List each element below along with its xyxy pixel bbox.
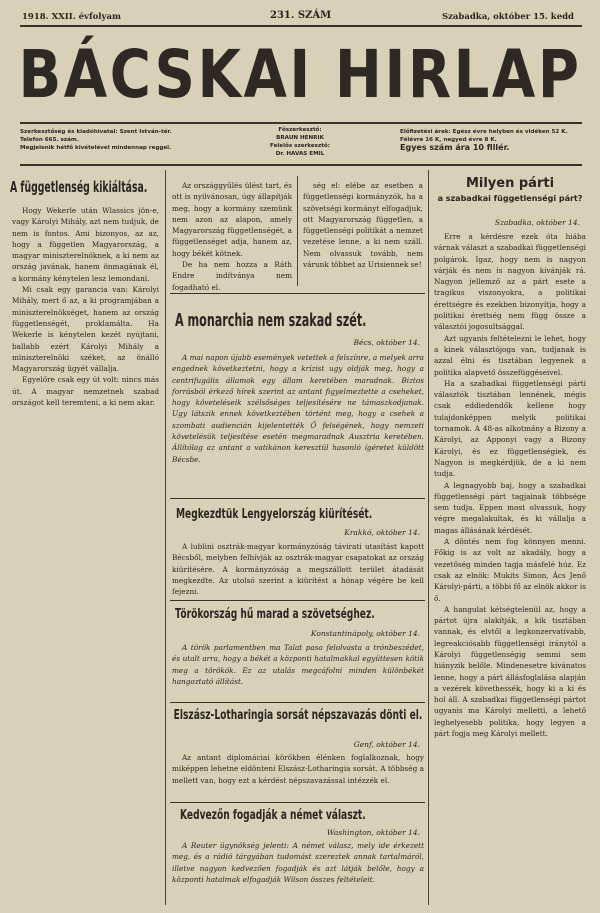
art3-text <box>172 642 424 698</box>
col4-heading-sub: a szabadkai függetlenségi párt? <box>437 194 583 203</box>
col2-intro <box>172 180 292 292</box>
col1-text <box>12 205 159 905</box>
masthead-rule <box>20 122 582 124</box>
col1-heading: A függetlenség kikiáltása. <box>10 178 148 196</box>
col4-paragraph: Azt ugyanis feltételezni le lehet, hogy a kinek választójoga van, tudjanak is azzal élni és tisztában legyenek a politika alapvető összefüggéseivel. <box>434 333 586 377</box>
info-left <box>20 128 192 152</box>
info-subscription: Előfizetési árak: Egész évre helyben és vidéken 52 K. <box>400 129 568 135</box>
info-editor-name: Dr. HAVAS EMIL <box>275 151 325 157</box>
col2-intro-paragraph: Az országgyűlés ülést tart, és ott is nyilvánosan, úgy állapítják meg, hogy a kormány szemünk nem azon az alapon, amely Magyarország függetlenségét, a függetlenséget adja, hanem az, hogy békét kötnek. <box>172 181 292 258</box>
info-rule <box>20 164 582 166</box>
lead-dateline: Bécs, október 14. <box>353 338 420 347</box>
col4-paragraph: Ha a szabadkai függetlenségi párti választók tisztában lennének, mégis csak eddiedendők kellene hogy tulajdonképpen melyik politikai tornamok. A 48-as alkotmány a Bizony a Károlyi, az Apponyi vagy a Bizony Károlyi, és ez függetlenségiek, és Nagyon is megkérdjük, de a ki nem tudja. <box>434 378 586 479</box>
col4-paragraph: Erre a kérdésre ezek óta hiába várnak választ a szabadkai függetlenségi polgárok. Igaz, hogy nem is nagyon várják és nem is nagyon kívánják rá. Nagyon jellemző az a párt esete a tragikus viszonyokra, a politikai érettségre és ezekben bizonyítja, hogy a politikai érettség nem függ össze a választói jogosultsággal. <box>434 232 586 332</box>
art3-rule <box>170 600 425 601</box>
art3-heading: Törökország hű marad a szövetséghez. <box>175 607 375 622</box>
lead-text <box>172 352 424 490</box>
info-editor-label: Felelős szerkesztő: <box>270 143 330 149</box>
art4-rule <box>170 702 425 703</box>
col1-paragraph: Mi csak egy garancia van: Károlyi Mihály, mert ő az, a ki programjában a miniszterelnökséget, hanem az ország függetlenségét, proklamálta. Ha Wekerle is kénytelen kezét nyújtani, ballabb ezért Károlyi Mihály a miniszterelnöki széket, az önálló Magyarország ügyét vállalja. <box>12 285 159 374</box>
lead-heading: A monarchia nem szakad szét. <box>175 310 367 331</box>
info-chief-name: BRAUN HENRIK <box>276 135 324 141</box>
art3-dateline: Konstantinápoly, október 14. <box>310 629 420 638</box>
col2-intro-paragraph: De ha nem hozza a Ráth Endre indítványa nem fogadható el. <box>172 260 292 292</box>
col3-intro-paragraph: ség el: elébe az esetben a függetlenségi kormányzók, ha a szövetségi kormányt elfogadjuk, ott Magyarország független, a függetlenségi politikát a nemzet vezetése lenne, a ki nem száll. Nem olvassuk tovább, nem várunk többet az Urisiennek se! <box>303 181 423 270</box>
art5-paragraph: A Reuter ügynökség jelenti: A német válasz, mely ide érkezett meg, és a rádió tárgyában tudomást szereztek annak tartalmáról, illetve nagyon kedvezően fogadják és azt látják belőle, hogy a központi hatalmak elfogadják Wilson összes feltételeit. <box>172 841 424 884</box>
dateline: Szabadka, október 15. kedd <box>441 12 574 22</box>
art4-text <box>172 752 424 798</box>
top-rule <box>20 25 582 27</box>
col4-paragraph: A hangulat kétségtelenül az, hogy a pártot újra alakítják, a kik tisztában vannak, és elvtől a legkonzervatívabb, legreakciósabb függetlenségi iránytól a Károlyi függetlenségig semmi sem hiányzik belőle. Mindenesetre kívánatos lenne, hogy a párt állásfoglalása alapján a vezérek követhessék, hogy ki a ki és hol áll. A szabadkai függetlenségi pártot ugyanis ma Károlyi melletti, a lehető leghelyesebb politika, hogy legyen a párt fogja meg Károlyi mellett. <box>434 604 586 739</box>
info-right <box>400 128 582 152</box>
info-address: Szerkesztőség és kiadóhivatal: Szent István-tér. <box>20 129 172 135</box>
art3-paragraph: A török parlamentben ma Talat pasa felolvasta a trónbeszédet, és utalt arra, hogy a békét a központi hatalmakkal együttesen kötik meg a törökök. Ez az utalás megcáfolni minden különbékét hangoztató állítást. <box>172 643 424 686</box>
volume-label: 1918. XXII. évfolyam <box>22 12 121 22</box>
art2-heading: Megkezdtük Lengyelország kiürítését. <box>176 507 373 522</box>
art4-heading: Elszász-Lotharingia sorsát népszavazás dönti el. <box>173 708 423 723</box>
info-schedule: Megjelenik hétfő kivételével mindennap reggel. <box>20 145 172 151</box>
art4-paragraph: Az antant diplomáciai körökben élénken foglalkoznak, hogy miképpen lehetne eldönteni Elszász-Lotharingia sorsát. A többség a mellett van, hogy ezt a kérdést népszavazással intézzék el. <box>172 753 424 785</box>
col4-paragraph: A legnagyobb baj, hogy a szabadkai függetlenségi párt tagjainak többsége sem tudja. Eppen most olvassuk, hogy végre megalakultak, és ki vállalja a magas állásának kérdését. <box>434 480 586 535</box>
art2-text <box>172 541 424 596</box>
masthead-title: BÁCSKAI HIRLAP <box>18 35 582 113</box>
art5-heading: Kedvezőn fogadják a német választ. <box>180 808 366 823</box>
info-halfyear: Félévre 16 K, negyed évre 8 K. <box>400 137 497 143</box>
lead-paragraph: A mai napon újabb események vetettek a felszínre, a melyek arra engednek következtetni, hogy a krízist ugy oldják meg, hogy a centrifugális államok egy állam keretében maradnak. Biztos forrásból érkező hírek szerint az antant figyelmeztette a cseheket, hogy követeléseik szélsőséges teljesítésére ne támaszkodjanak. Ugy látszik ennek következtében történt meg, hogy a csehek a szombati audiencián kijelentették Ő felségének, hogy nemzeti követelésük teljesítése esetén megmaradnak Ausztria keretében. Állítólag az antant a vatikánon keresztül hasonló ígéretet küldött Bécsbe. <box>172 353 424 464</box>
art5-rule <box>170 802 425 803</box>
col4-dateline: Szabadka, október 14. <box>494 218 580 227</box>
art5-dateline: Washington, október 14. <box>326 828 420 837</box>
lead-rule <box>170 293 425 294</box>
issue-number: 231. SZÁM <box>270 10 332 21</box>
info-price: Egyes szám ára 10 fillér. <box>400 143 510 152</box>
col1-paragraph: Egyelőre csak egy út volt: nincs más út. A magyar nemzetnek szabad országot kell teremteni, a ki nem akar. <box>12 375 159 408</box>
col4-text <box>434 231 586 905</box>
column-rule-mid <box>297 176 298 286</box>
info-center <box>225 126 375 158</box>
art2-dateline: Krakkó, október 14. <box>344 528 420 537</box>
column-rule-1 <box>165 170 166 905</box>
col4-heading-main: Milyen párti <box>465 176 555 191</box>
column-rule-2 <box>428 170 429 905</box>
art2-paragraph: A lublini osztrák-magyar kormányzóság távirati utasítást kapott Bécsből, melyben felhívják az osztrák-magyar csapatokat az ország kiürítésére. A kormányzóság a megszállott terület átadását megkezdte. Az utolsó szerint a kiürítést a hónap végére be kell fejezni. <box>172 542 424 597</box>
art2-rule <box>170 498 425 499</box>
col3-intro <box>303 180 423 285</box>
art4-dateline: Genf, október 14. <box>353 740 420 749</box>
info-chief-label: Főszerkesztő: <box>278 127 322 133</box>
col1-paragraph: Hogy Wekerle után Wlassics jön-e, vagy Károlyi Mihály, azt nem tudjuk, de nem is fontos. Ami bizonyos, az az, hogy a független Magyarország, a magyar miniszterelnöknek, a ki nem az ország javának, hanem önmagának él, a kormány kénytelen lesz lemondani. <box>12 206 159 283</box>
art5-text <box>172 840 424 902</box>
info-phone: Telefon 665. szám. <box>20 137 79 143</box>
col4-paragraph: A döntés nem fog könnyen menni. Főkig is az volt az akadály, hogy a vezetőség minden tagja másfelé húz. Ez csak az elnök: Mukits Simon, Ács Jenő Károlyi-párti, a többi fő az elnök akkor is ő. <box>434 537 586 603</box>
